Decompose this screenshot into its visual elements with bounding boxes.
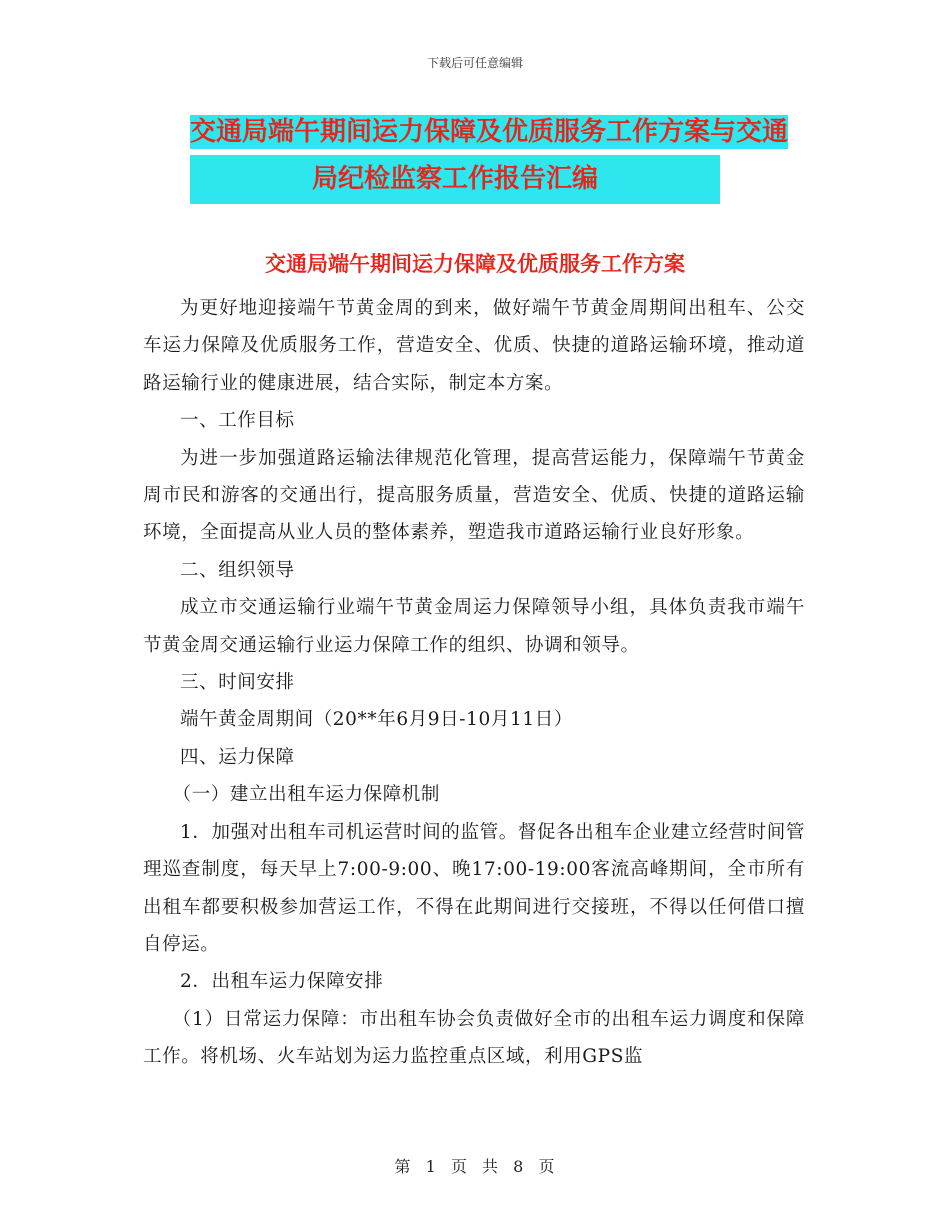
body-text — [143, 290, 805, 1076]
page-total: 8 — [513, 1157, 525, 1176]
heading-work-goals: 一、工作目标 — [180, 410, 295, 432]
heading-organization: 二、组织领导 — [180, 559, 295, 581]
page-current: 1 — [425, 1157, 437, 1176]
paragraph-intro: 为更好地迎接端午节黄金周的到来，做好端午节黄金周期间出租车、公交车运力保障及优质服务工作，营造安全、优质、快捷的道路运输环境，推动道路运输行业的健康进展，结合实际，制定本方案。 — [143, 298, 805, 394]
paragraph-taxi-supervision: 1．加强对出租车司机运营时间的监管。督促各出租车企业建立经营时间管理巡查制度，每天早上7:00-9:00、晚17:00-19:00客流高峰期间，全市所有出租车都要积极参加营运工作，不得在此期间进行交接班，不得以任何借口擅自停运。 — [143, 821, 805, 955]
subheading-taxi-mechanism: （一）建立出租车运力保障机制 — [172, 784, 440, 806]
paragraph-work-goals: 为进一步加强道路运输法律规范化管理，提高营运能力，保障端午节黄金周市民和游客的交通出行，提高服务质量，营造安全、优质、快捷的道路运输环境，全面提高从业人员的整体素养，塑造我市道路运输行业良好形象。 — [143, 447, 805, 544]
document-title-line2 — [190, 155, 720, 204]
heading-capacity: 四、运力保障 — [180, 746, 295, 768]
document-title-line1: 交通局端午期间运力保障及优质服务工作方案与交通 — [190, 117, 789, 147]
page-label-prefix: 第 — [394, 1157, 412, 1176]
page-label-suffix: 页 — [538, 1157, 556, 1176]
paragraph-daily-capacity: （1）日常运力保障：市出租车协会负责做好全市的出租车运力调度和保障工作。将机场、火车站划为运力监控重点区域，利用GPS监 — [143, 1008, 805, 1068]
header-note: 下载后可任意编辑 — [426, 56, 523, 70]
page-label-mid: 页 — [450, 1157, 468, 1176]
heading-schedule: 三、时间安排 — [180, 672, 295, 694]
paragraph-organization: 成立市交通运输行业端午节黄金周运力保障领导小组，具体负责我市端午节黄金周交通运输行业运力保障工作的组织、协调和领导。 — [143, 597, 805, 656]
document-title — [190, 110, 820, 204]
subheading-taxi-arrangement: 2．出租车运力保障安排 — [180, 971, 384, 993]
section-title: 交通局端午期间运力保障及优质服务工作方案 — [265, 252, 685, 276]
page-number — [0, 1154, 950, 1177]
page-total-prefix: 共 — [482, 1157, 500, 1176]
paragraph-schedule: 端午黄金周期间（20**年6月9日-10月11日） — [180, 709, 573, 731]
document-title-line2-text: 局纪检监察工作报告汇编 — [311, 164, 598, 194]
